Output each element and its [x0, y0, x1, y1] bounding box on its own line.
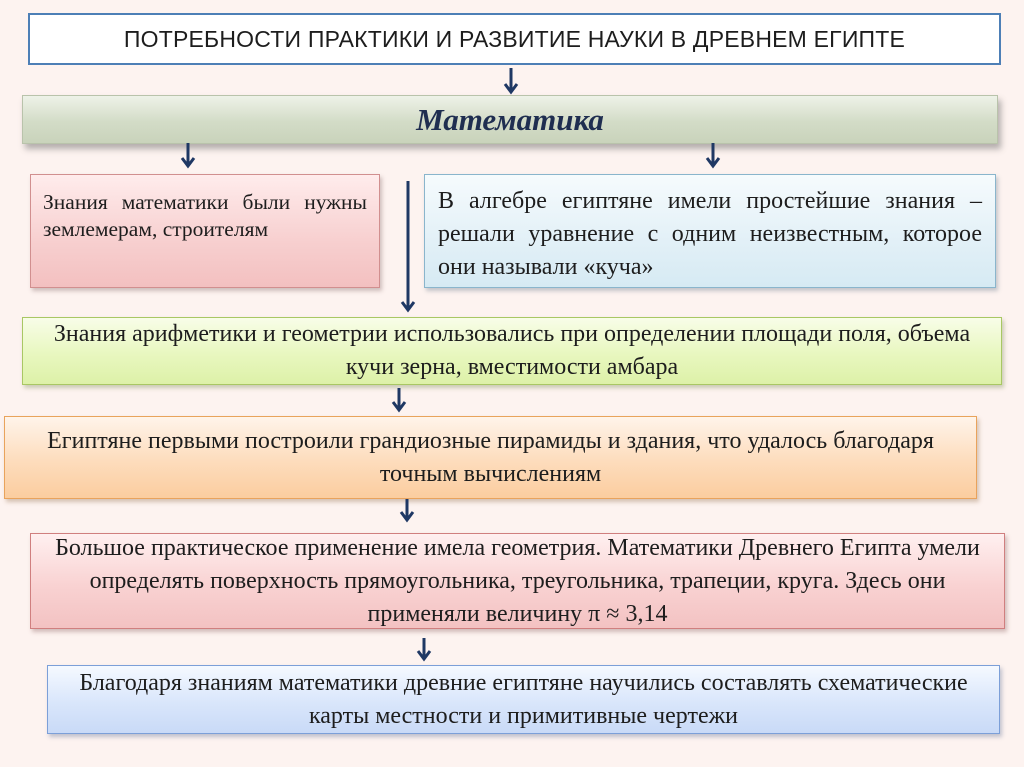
arrow-down-icon	[705, 143, 721, 170]
pyramids-info-box	[4, 416, 977, 499]
algebra-text: В алгебре египтяне имели простейшие знания – решали уравнение с одним неизвестным, которое они называли «куча»	[438, 188, 982, 280]
arrow-down-icon	[416, 638, 432, 663]
title-box	[28, 13, 1001, 65]
surveyors-info-box	[30, 174, 380, 288]
math-heading-box	[22, 95, 998, 144]
arrow-down-icon	[503, 68, 519, 96]
pyramids-text: Египтяне первыми построили грандиозные пирамиды и здания, что удалось благодаря точным вычислениям	[47, 427, 934, 487]
arrow-down-icon	[391, 388, 407, 414]
math-heading: Математика	[416, 101, 604, 137]
arrow-down-icon	[399, 499, 415, 524]
surveyors-text: Знания математики были нужны землемерам, строителям	[43, 190, 367, 241]
geometry-info-box	[30, 533, 1005, 629]
arithmetic-text: Знания арифметики и геометрии использовались при определении площади поля, объема кучи зерна, вместимости амбара	[53, 321, 971, 380]
geometry-text: Большое практическое применение имела геометрия. Математики Древнего Египта умели определять поверхность прямоугольника, треугольника, трапеции, круга. Здесь они применяли величину π ≈ 3,14	[55, 534, 980, 627]
arrow-down-icon	[180, 143, 196, 170]
arrow-down-icon	[400, 181, 416, 314]
maps-text: Благодаря знаниям математики древние египтяне научились составлять схематические карты местности и примитивные чертежи	[79, 669, 968, 729]
algebra-info-box	[424, 174, 996, 288]
maps-info-box	[47, 665, 1000, 734]
arithmetic-info-box	[22, 317, 1002, 385]
page-title: ПОТРЕБНОСТИ ПРАКТИКИ И РАЗВИТИЕ НАУКИ В ДРЕВНЕМ ЕГИПТЕ	[123, 25, 906, 52]
